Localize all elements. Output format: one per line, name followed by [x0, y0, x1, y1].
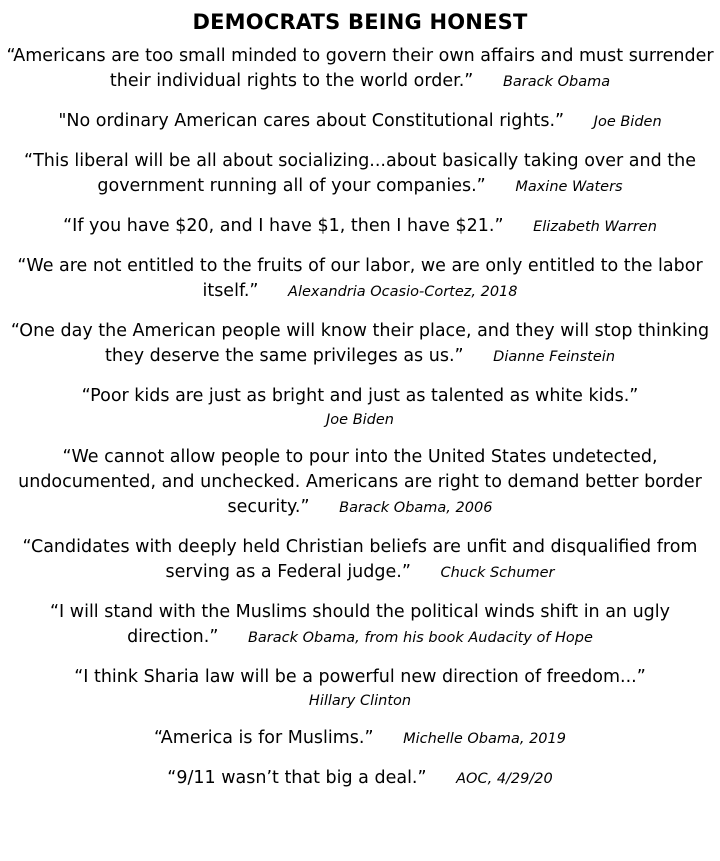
quote-author: Hillary Clinton: [308, 693, 412, 709]
quote-item: [6, 600, 714, 651]
page-title: DEMOCRATS BEING HONEST: [192, 10, 528, 34]
quote-text: “This liberal will be all about socializing...about basically taking over and the government running all of your companies.”: [24, 151, 696, 196]
quote-item: [6, 665, 714, 712]
quote-author: Joe Biden: [326, 412, 394, 428]
quote-item: [6, 44, 714, 95]
quote-item: [6, 214, 714, 240]
quote-item: [6, 149, 714, 200]
quote-text: “Poor kids are just as bright and just as talented as white kids.”: [81, 386, 639, 406]
quote-author: Barack Obama, from his book Audacity of Hope: [247, 630, 593, 646]
quote-item: [6, 535, 714, 586]
quote-text: “One day the American people will know their place, and they will stop thinking they deserve the same privileges as us.”: [10, 321, 710, 366]
quote-item: [6, 109, 714, 135]
quote-item: [6, 319, 714, 370]
quote-text: “I think Sharia law will be a powerful new direction of freedom...”: [74, 667, 646, 687]
quote-author: AOC, 4/29/20: [456, 771, 553, 787]
quote-author: Elizabeth Warren: [533, 219, 657, 235]
quote-item: [6, 254, 714, 305]
quote-item: [6, 384, 714, 431]
quote-author: Chuck Schumer: [440, 565, 555, 581]
quote-author: Maxine Waters: [515, 179, 623, 195]
quote-text: “America is for Muslims.”: [154, 728, 374, 748]
quote-text: "No ordinary American cares about Constitutional rights.”: [58, 111, 565, 131]
quote-item: [6, 726, 714, 752]
quote-text: “Candidates with deeply held Christian beliefs are unfit and disqualified from serving as a Federal judge.”: [22, 537, 698, 582]
quote-text: “I will stand with the Muslims should the political winds shift in an ugly direction.”: [49, 602, 671, 647]
quote-author: Dianne Feinstein: [493, 349, 616, 365]
quote-author: Barack Obama, 2006: [339, 500, 493, 516]
quote-item: [6, 445, 714, 521]
quote-author: Alexandria Ocasio-Cortez, 2018: [288, 284, 518, 300]
quote-author: Joe Biden: [593, 114, 662, 130]
quote-text: “If you have $20, and I have $1, then I have $21.”: [63, 216, 504, 236]
quote-text: “We cannot allow people to pour into the United States undetected, undocumented, and unchecked. Americans are right to demand better border security.”: [18, 447, 702, 517]
quote-author: Michelle Obama, 2019: [403, 731, 566, 747]
quote-text: “9/11 wasn’t that big a deal.”: [167, 768, 427, 788]
quote-text: “We are not entitled to the fruits of our labor, we are only entitled to the labor itself.”: [17, 256, 703, 301]
quote-text: “Americans are too small minded to govern their own affairs and must surrender their individual rights to the world order.”: [6, 46, 714, 91]
quote-item: [6, 766, 714, 792]
quote-author: Barack Obama: [502, 74, 611, 90]
quote-list: [6, 44, 714, 792]
